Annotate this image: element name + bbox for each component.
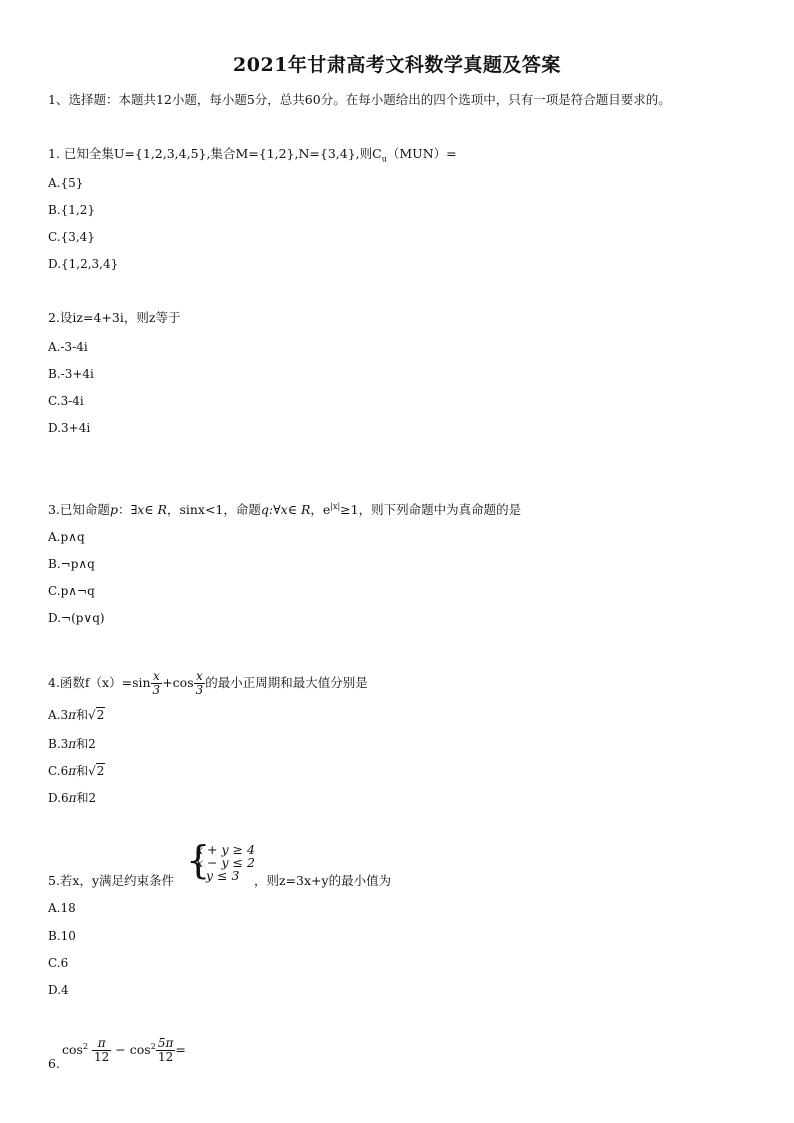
minus-sign: − — [115, 1042, 126, 1058]
question-1-option-b: B.{1,2} — [48, 203, 95, 217]
question-3-exponent: |x| — [330, 502, 341, 511]
question-3-option-a: A.p∧q — [48, 530, 85, 544]
question-2-option-d: D.3+4i — [48, 421, 91, 435]
question-4 — [48, 668, 368, 698]
question-4-text-c: 的最小正周期和最大值分别是 — [205, 675, 368, 690]
question-3-text-b: ： — [117, 502, 131, 518]
question-5-option-a: A.18 — [48, 901, 76, 915]
option-suffix: 和 — [76, 764, 89, 778]
question-4-fraction-2 — [194, 670, 206, 697]
fraction-denominator: 3 — [195, 683, 204, 697]
question-4-option-d — [48, 790, 96, 806]
sqrt-expression: √2 — [88, 708, 105, 722]
fraction-denominator: 3 — [152, 683, 161, 697]
exponent: 2 — [82, 1042, 89, 1051]
question-3-exists: ∃x∈ R — [130, 502, 167, 518]
question-5-option-d: D.4 — [48, 983, 69, 997]
question-3-q-var: q — [260, 502, 269, 518]
question-2-option-b: B.-3+4i — [48, 367, 94, 381]
pi-symbol: π — [68, 764, 77, 778]
fraction-numerator: x — [152, 669, 160, 683]
exponent: 2 — [150, 1042, 156, 1051]
question-4-option-c — [48, 763, 105, 779]
question-2: 2.设iz=4+3i，则z等于 — [48, 310, 181, 325]
question-5-option-b: B.10 — [48, 929, 76, 943]
option-suffix: 和2 — [76, 737, 96, 751]
question-1-option-a: A.{5} — [48, 176, 84, 190]
question-1-option-c: C.{3,4} — [48, 230, 95, 244]
page-title: 2021年甘肃高考文科数学真题及答案 — [233, 54, 561, 76]
question-4-text-b: +cos — [162, 675, 194, 690]
question-3-text-c: ，sinx<1，命题 — [166, 502, 261, 518]
sqrt-expression: √2 — [88, 764, 105, 778]
fraction-5pi-over-12 — [156, 1037, 176, 1064]
option-suffix: 和2 — [76, 791, 97, 805]
question-6-expression — [62, 1032, 186, 1065]
pi-symbol: π — [68, 708, 77, 722]
sqrt-radicand: 2 — [96, 764, 105, 778]
question-5-option-c: C.6 — [48, 956, 69, 970]
constraint-2: x − y ≤ 2 — [196, 855, 255, 870]
brace-symbol: { — [186, 838, 211, 882]
question-1-option-d: D.{1,2,3,4} — [48, 257, 119, 271]
question-3-text-d: ，e — [310, 502, 331, 518]
question-3-option-c: C.p∧¬q — [48, 584, 95, 598]
constraint-1: x + y ≥ 4 — [196, 842, 255, 857]
sqrt-radicand: 2 — [96, 708, 105, 722]
question-3 — [48, 499, 521, 518]
fraction-numerator: x — [196, 669, 203, 683]
fraction-denominator: 12 — [156, 1050, 176, 1064]
option-prefix: D.6 — [48, 791, 69, 805]
question-3-forall: :∀x∈ R — [268, 502, 311, 518]
constraint-3: y ≤ 3 — [206, 868, 240, 883]
option-prefix: C.6 — [48, 764, 69, 778]
cos-function: cos — [62, 1042, 83, 1058]
question-6-label: 6. — [48, 1056, 60, 1071]
fraction-numerator: π — [97, 1036, 106, 1051]
question-3-option-b: B.¬p∧q — [48, 557, 95, 571]
equals-sign: = — [175, 1042, 186, 1058]
fraction-pi-over-12 — [92, 1037, 111, 1064]
question-3-p-var: p — [109, 502, 118, 518]
question-4-option-a — [48, 707, 105, 723]
question-3-text-e: ≥1，则下列命题中为真命题的是 — [340, 502, 522, 518]
question-4-fraction-1 — [151, 670, 163, 697]
question-2-option-c: C.3-4i — [48, 394, 84, 408]
fraction-numerator: 5π — [157, 1036, 174, 1051]
cos-function: cos — [129, 1042, 151, 1058]
question-1-text-a: 1. 已知全集U={1,2,3,4,5},集合M={1,2},N={3,4},则C — [48, 146, 382, 161]
section-instructions: 1、选择题：本题共12小题，每小题5分，总共60分。在每小题给出的四个选项中，只有一项是符合题目要求的。 — [48, 92, 671, 107]
question-3-option-d: D.¬(p∨q) — [48, 611, 105, 625]
question-1-subscript: u — [381, 154, 387, 164]
option-prefix: A.3 — [48, 708, 69, 722]
question-4-option-b — [48, 736, 96, 752]
pi-symbol: π — [68, 737, 77, 751]
question-5-text-a: 5.若x，y满足约束条件 — [48, 873, 175, 888]
question-5-text-b: ，则z=3x+y的最小值为 — [254, 873, 392, 888]
question-1 — [48, 146, 457, 168]
question-2-option-a: A.-3-4i — [48, 340, 88, 354]
question-3-text-a: 3.已知命题 — [48, 502, 110, 518]
fraction-denominator: 12 — [94, 1050, 110, 1065]
question-4-text-a: 4.函数f（x）=sin — [48, 675, 151, 690]
option-suffix: 和 — [76, 708, 89, 722]
option-prefix: B.3 — [48, 737, 69, 751]
question-1-text-b: （MUN）= — [386, 146, 457, 161]
pi-symbol: π — [68, 791, 77, 805]
